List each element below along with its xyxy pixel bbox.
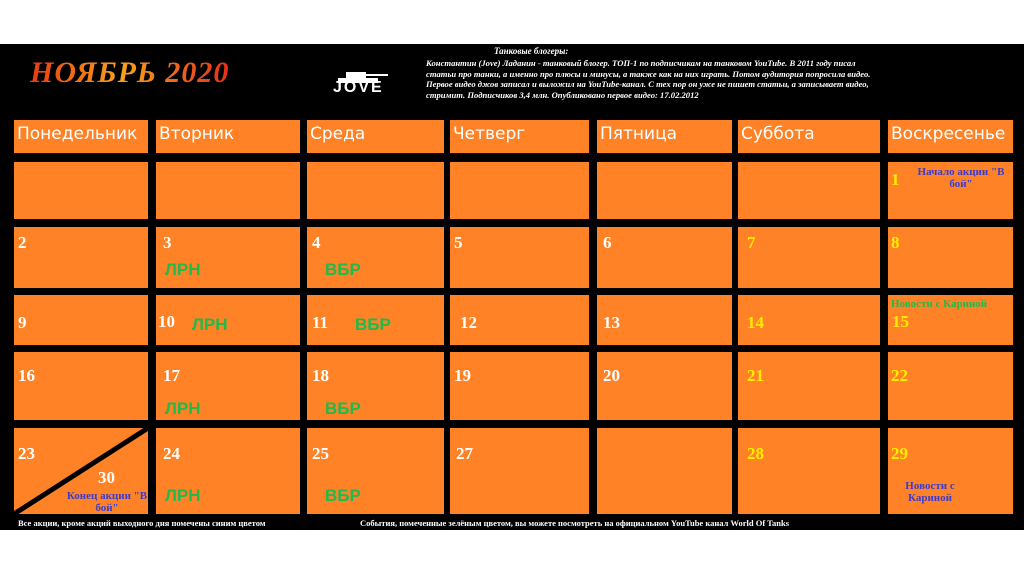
day-number: 15 <box>892 312 909 331</box>
weekday-header: Суббота <box>738 120 880 153</box>
day-number: 8 <box>891 233 900 252</box>
day-number: 28 <box>747 444 764 463</box>
day-cell <box>14 227 148 288</box>
day-cell <box>307 162 444 219</box>
day-cell <box>888 227 1013 288</box>
day-number: 6 <box>603 233 612 252</box>
day-number: 18 <box>312 366 329 385</box>
footer-right: События, помеченные зелёным цветом, вы можете посмотреть на официальном YouTube канал World Of Tanks <box>360 518 790 528</box>
vbr-tag: ВБР <box>325 486 361 505</box>
day-cell <box>14 295 148 345</box>
vbr-tag: ВБР <box>355 315 391 334</box>
weekday-header: Четверг <box>450 120 589 153</box>
day-number-30: 30 <box>98 468 115 487</box>
weekday-header: Среда <box>307 120 444 153</box>
day-cell <box>597 227 732 288</box>
day-number: 2 <box>18 233 27 252</box>
info-text: Константин (Jove) Ладанин - танковый блогер. ТОП-1 по подписчикам на танковом YouTube. В 2011 году писал статьи про танки, а именно про плюсы и минусы, а также как на них играть. Потом аудитория попросила видео. Первое видео джов записал и выложил на YouTube-канал. С тех пор он уже не пишет статьи, а записывает видео, стримит. Подписчиков 3,4 млн. Опубликовано первое видео: 17.02.2012 <box>426 58 871 100</box>
day-number: 7 <box>747 233 756 252</box>
day-cell <box>307 352 444 420</box>
day-number: 20 <box>603 366 620 385</box>
weekday-header: Понедельник <box>14 120 148 153</box>
day-cell <box>307 227 444 288</box>
day-cell <box>14 428 148 514</box>
day-cell <box>888 428 1013 514</box>
day-number: 9 <box>18 313 27 332</box>
day-cell <box>156 352 300 420</box>
day-cell <box>450 227 589 288</box>
day-cell <box>14 352 148 420</box>
day-number: 23 <box>18 444 35 463</box>
day-cell <box>450 295 589 345</box>
logo-text: JOVE <box>333 79 384 96</box>
lrn-tag: ЛРН <box>165 486 201 505</box>
lrn-tag: ЛРН <box>192 315 228 334</box>
day-cell <box>156 162 300 219</box>
day-cell <box>738 352 880 420</box>
day-number: 22 <box>891 366 908 385</box>
day-cell <box>888 352 1013 420</box>
day-cell <box>597 352 732 420</box>
day-cell <box>14 162 148 219</box>
day-cell <box>597 428 732 514</box>
day-number: 14 <box>747 313 764 332</box>
news-note: Новости с Кариной <box>891 298 988 310</box>
vbr-tag: ВБР <box>325 399 361 418</box>
vbr-tag: ВБР <box>325 260 361 279</box>
day-cell <box>597 162 732 219</box>
day-number: 16 <box>18 366 35 385</box>
day-number: 4 <box>312 233 321 252</box>
day-cell <box>156 227 300 288</box>
weekday-header: Пятница <box>597 120 732 153</box>
day-number: 19 <box>454 366 471 385</box>
info-title: Танковые блогеры: <box>494 46 569 56</box>
day-number: 11 <box>312 313 329 332</box>
day-number: 24 <box>163 444 180 463</box>
day-number: 17 <box>163 366 180 385</box>
day-cell <box>738 227 880 288</box>
day-cell <box>738 428 880 514</box>
day-cell <box>738 162 880 219</box>
day-cell <box>738 295 880 345</box>
news-note: Новости с Кариной <box>905 480 955 504</box>
day-cell <box>597 295 732 345</box>
month-title: НОЯБРЬ 2020 <box>30 56 230 89</box>
day-cell <box>156 295 300 345</box>
day-cell <box>156 428 300 514</box>
day-number: 12 <box>460 313 477 332</box>
day-number: 29 <box>891 444 908 463</box>
weekday-header: Воскресенье <box>888 120 1013 153</box>
day-number: 5 <box>454 233 463 252</box>
day-cell <box>450 428 589 514</box>
day-number: 25 <box>312 444 329 463</box>
day-number: 13 <box>603 313 620 332</box>
promo-start-note: Начало акции "В бой" <box>917 166 1005 190</box>
weekday-header: Вторник <box>156 120 300 153</box>
day-cell <box>307 295 444 345</box>
day-cell <box>450 162 589 219</box>
day-cell <box>307 428 444 514</box>
day-cell <box>450 352 589 420</box>
lrn-tag: ЛРН <box>165 260 201 279</box>
day-number: 21 <box>747 366 764 385</box>
footer-left: Все акции, кроме акций выходного дня помечены синим цветом <box>18 518 266 528</box>
day-cell <box>888 295 1013 345</box>
lrn-tag: ЛРН <box>165 399 201 418</box>
day-number: 27 <box>456 444 473 463</box>
day-number: 3 <box>163 233 172 252</box>
calendar-board <box>0 44 1024 530</box>
day-number: 10 <box>158 312 175 331</box>
day-cell <box>888 162 1013 219</box>
day-number: 1 <box>891 170 900 189</box>
promo-end-note: Конец акции "В бой" <box>66 490 148 514</box>
